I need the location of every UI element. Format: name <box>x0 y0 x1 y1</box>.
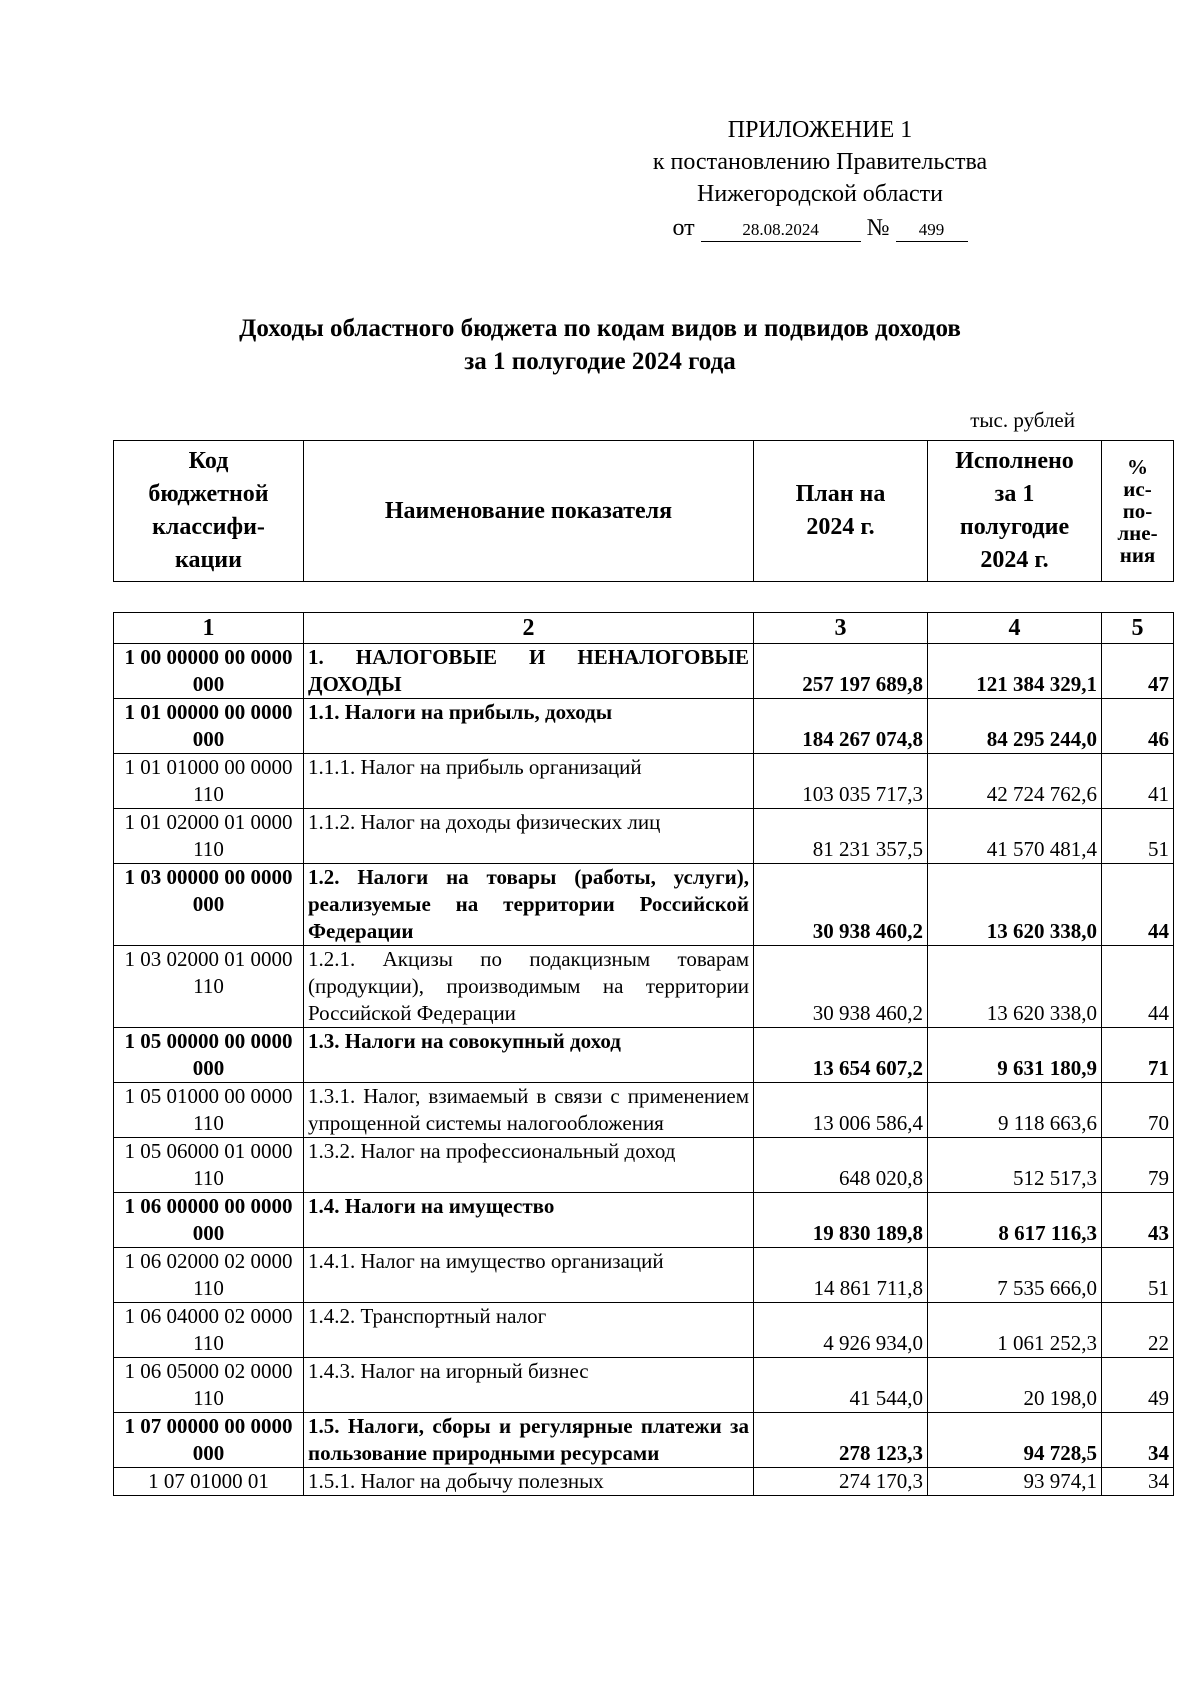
table-row <box>114 1413 1174 1468</box>
row-code: 1 06 04000 02 0000 110 <box>114 1303 304 1358</box>
table-row <box>114 1138 1174 1193</box>
row-done: 7 535 666,0 <box>928 1248 1102 1303</box>
table-row <box>114 864 1174 946</box>
table-row <box>114 1083 1174 1138</box>
row-name: 1.4.3. Налог на игорный бизнес <box>304 1358 754 1413</box>
column-number: 2 <box>304 613 754 644</box>
row-code: 1 05 00000 00 0000 000 <box>114 1028 304 1083</box>
row-percent: 43 <box>1102 1193 1174 1248</box>
number-value: 499 <box>896 219 968 242</box>
row-name: 1.3.1. Налог, взимаемый в связи с применением упрощенной системы налогообложения <box>304 1083 754 1138</box>
row-done: 13 620 338,0 <box>928 864 1102 946</box>
row-percent: 22 <box>1102 1303 1174 1358</box>
header-plan: План на 2024 г. <box>754 441 928 582</box>
row-name: 1.1.1. Налог на прибыль организаций <box>304 754 754 809</box>
row-name: 1.3. Налоги на совокупный доход <box>304 1028 754 1083</box>
row-code: 1 05 06000 01 0000 110 <box>114 1138 304 1193</box>
row-code: 1 06 05000 02 0000 110 <box>114 1358 304 1413</box>
appendix-title: ПРИЛОЖЕНИЕ 1 <box>727 117 913 143</box>
table-row <box>114 946 1174 1028</box>
row-done: 512 517,3 <box>928 1138 1102 1193</box>
row-percent: 51 <box>1102 809 1174 864</box>
table-row <box>114 1028 1174 1083</box>
row-percent: 70 <box>1102 1083 1174 1138</box>
row-name: 1.4. Налоги на имущество <box>304 1193 754 1248</box>
table-header <box>113 440 1174 582</box>
row-plan: 257 197 689,8 <box>754 644 928 699</box>
table-row <box>114 1248 1174 1303</box>
row-percent: 79 <box>1102 1138 1174 1193</box>
row-done: 84 295 244,0 <box>928 699 1102 754</box>
title-line-2: за 1 полугодие 2024 года <box>464 348 736 375</box>
appendix-resolution-line: к постановлению Правительства <box>652 149 988 175</box>
row-code: 1 01 00000 00 0000 000 <box>114 699 304 754</box>
row-code: 1 03 02000 01 0000 110 <box>114 946 304 1028</box>
row-code: 1 01 02000 01 0000 110 <box>114 809 304 864</box>
date-prefix: от <box>672 215 695 241</box>
row-code: 1 00 00000 00 0000 000 <box>114 644 304 699</box>
date-value: 28.08.2024 <box>701 219 861 242</box>
row-plan: 81 231 357,5 <box>754 809 928 864</box>
table-row <box>114 1468 1174 1496</box>
table-row <box>114 1193 1174 1248</box>
row-percent: 46 <box>1102 699 1174 754</box>
table-row <box>114 1358 1174 1413</box>
row-percent: 34 <box>1102 1413 1174 1468</box>
row-code: 1 06 02000 02 0000 110 <box>114 1248 304 1303</box>
row-percent: 44 <box>1102 946 1174 1028</box>
row-percent: 34 <box>1102 1468 1174 1496</box>
row-plan: 648 020,8 <box>754 1138 928 1193</box>
header-percent: % ис- по- лне- ния <box>1102 441 1174 582</box>
row-name: 1.5.1. Налог на добычу полезных <box>304 1468 754 1496</box>
row-name: 1.1.2. Налог на доходы физических лиц <box>304 809 754 864</box>
document-title <box>0 312 1200 378</box>
row-name: 1.2.1. Акцизы по подакцизным товарам (продукции), производимым на территории Российской Федерации <box>304 946 754 1028</box>
row-plan: 274 170,3 <box>754 1468 928 1496</box>
row-percent: 71 <box>1102 1028 1174 1083</box>
row-percent: 47 <box>1102 644 1174 699</box>
row-done: 20 198,0 <box>928 1358 1102 1413</box>
column-number: 4 <box>928 613 1102 644</box>
row-code: 1 06 00000 00 0000 000 <box>114 1193 304 1248</box>
row-done: 41 570 481,4 <box>928 809 1102 864</box>
header-done: Исполнено за 1 полугодие 2024 г. <box>928 441 1102 582</box>
header-name: Наименование показателя <box>304 441 754 582</box>
row-done: 1 061 252,3 <box>928 1303 1102 1358</box>
row-code: 1 05 01000 00 0000 110 <box>114 1083 304 1138</box>
row-plan: 184 267 074,8 <box>754 699 928 754</box>
table-row <box>114 1303 1174 1358</box>
row-plan: 30 938 460,2 <box>754 864 928 946</box>
row-name: 1.1. Налоги на прибыль, доходы <box>304 699 754 754</box>
row-name: 1. НАЛОГОВЫЕ И НЕНАЛОГОВЫЕ ДОХОДЫ <box>304 644 754 699</box>
row-plan: 13 006 586,4 <box>754 1083 928 1138</box>
column-numbers-row <box>114 613 1174 644</box>
row-code: 1 07 00000 00 0000 000 <box>114 1413 304 1468</box>
row-name: 1.2. Налоги на товары (работы, услуги), реализуемые на территории Российской Федерации <box>304 864 754 946</box>
row-percent: 41 <box>1102 754 1174 809</box>
row-name: 1.5. Налоги, сборы и регулярные платежи за пользование природными ресурсами <box>304 1413 754 1468</box>
row-plan: 13 654 607,2 <box>754 1028 928 1083</box>
row-code: 1 01 01000 00 0000 110 <box>114 754 304 809</box>
row-plan: 103 035 717,3 <box>754 754 928 809</box>
row-done: 121 384 329,1 <box>928 644 1102 699</box>
row-plan: 278 123,3 <box>754 1413 928 1468</box>
row-percent: 51 <box>1102 1248 1174 1303</box>
header-code: Код бюджетной классифи- кации <box>114 441 304 582</box>
row-percent: 44 <box>1102 864 1174 946</box>
column-number: 3 <box>754 613 928 644</box>
table-row <box>114 699 1174 754</box>
row-done: 94 728,5 <box>928 1413 1102 1468</box>
row-done: 8 617 116,3 <box>928 1193 1102 1248</box>
units-label: тыс. рублей <box>970 408 1075 432</box>
row-plan: 41 544,0 <box>754 1358 928 1413</box>
number-sign: № <box>866 215 890 241</box>
column-number: 5 <box>1102 613 1174 644</box>
row-percent: 49 <box>1102 1358 1174 1413</box>
row-plan: 14 861 711,8 <box>754 1248 928 1303</box>
appendix-block <box>600 114 1040 244</box>
row-name: 1.3.2. Налог на профессиональный доход <box>304 1138 754 1193</box>
row-code: 1 03 00000 00 0000 000 <box>114 864 304 946</box>
row-name: 1.4.2. Транспортный налог <box>304 1303 754 1358</box>
table-row <box>114 644 1174 699</box>
title-line-1: Доходы областного бюджета по кодам видов и подвидов доходов <box>239 315 961 342</box>
row-done: 42 724 762,6 <box>928 754 1102 809</box>
row-code: 1 07 01000 01 <box>114 1468 304 1496</box>
header-row <box>114 441 1174 582</box>
table-row <box>114 754 1174 809</box>
row-done: 9 118 663,6 <box>928 1083 1102 1138</box>
appendix-date-line <box>600 212 1040 244</box>
row-name: 1.4.1. Налог на имущество организаций <box>304 1248 754 1303</box>
appendix-region-line: Нижегородской области <box>696 181 944 207</box>
row-plan: 19 830 189,8 <box>754 1193 928 1248</box>
table-row <box>114 809 1174 864</box>
row-done: 13 620 338,0 <box>928 946 1102 1028</box>
row-plan: 30 938 460,2 <box>754 946 928 1028</box>
income-table <box>113 612 1174 1496</box>
row-done: 9 631 180,9 <box>928 1028 1102 1083</box>
row-done: 93 974,1 <box>928 1468 1102 1496</box>
row-plan: 4 926 934,0 <box>754 1303 928 1358</box>
column-number: 1 <box>114 613 304 644</box>
